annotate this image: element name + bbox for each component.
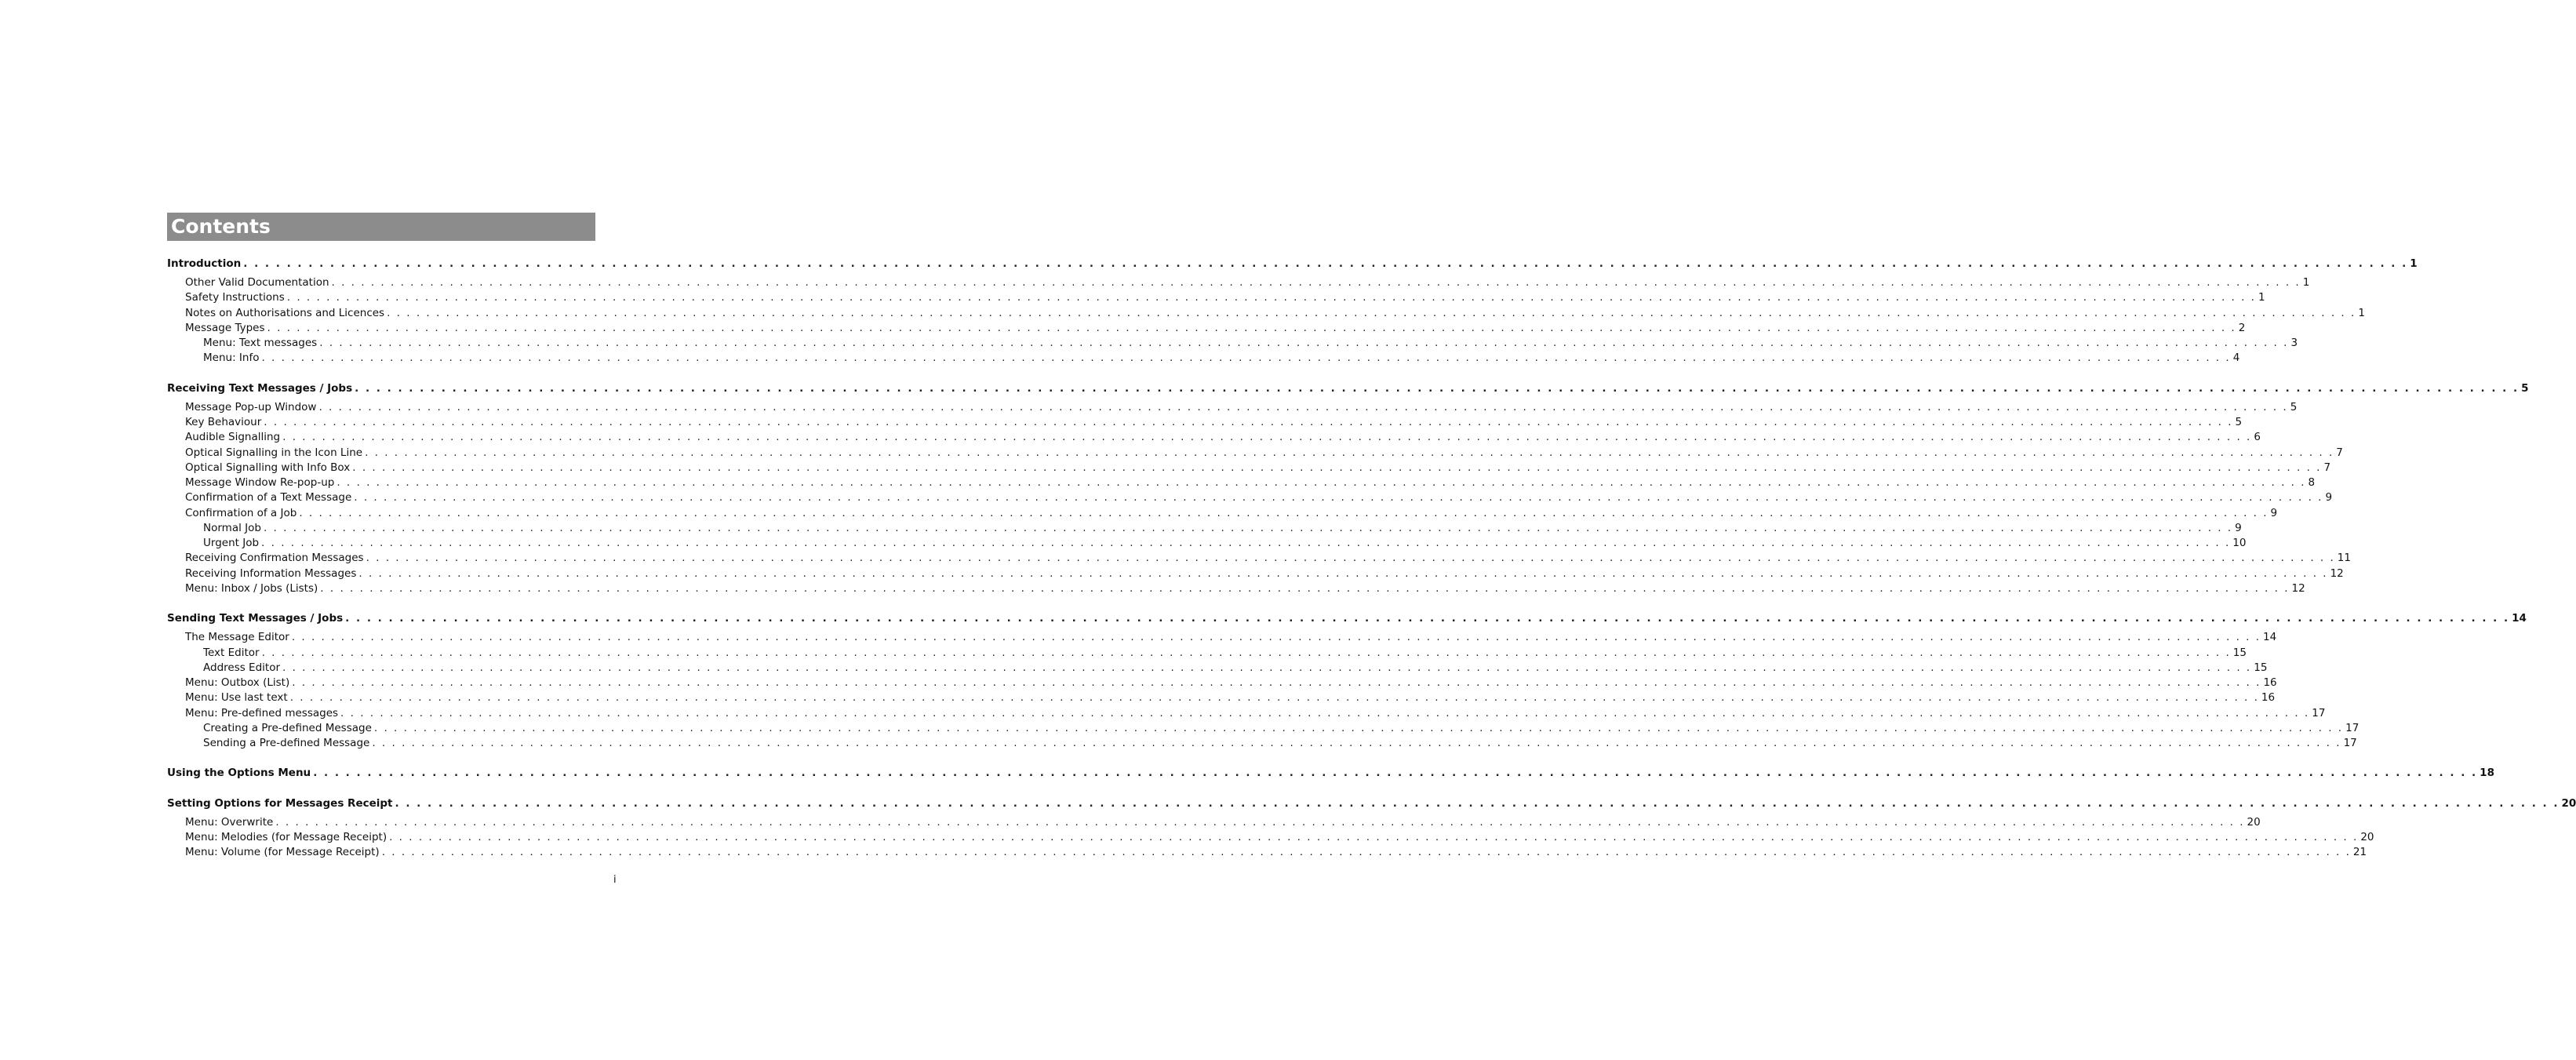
toc-entry-page: 20 [2247,816,2261,829]
toc-entry-page: 17 [2345,722,2360,734]
toc-leader-dots: . . . . . . . . . . . . . . . . . . . . . . . . . . . . . . . . . . . . . . . . . . . . . . . . . . . . . . . . . . . . . . . . . . . . . . . . . . . . . . . . . . . . . . . . . . . . . . . . . . . . . . . . . . . . . . . . . . . . . . . . . . . . . . . . . . . . . . . . . . . . . . . . . . . . . . . . . . . . . . . . . . . . . . . . . . . . . . . . . . . . . . . . . . . . . . . . . . . . . . . . [345,612,2510,625]
toc-leader-dots: . . . . . . . . . . . . . . . . . . . . . . . . . . . . . . . . . . . . . . . . . . . . . . . . . . . . . . . . . . . . . . . . . . . . . . . . . . . . . . . . . . . . . . . . . . . . . . . . . . . . . . . . . . . . . . . . . . . . . . . . . . . . . . . . . . . . . . . . . . . . . . . . . . . . . . . . . . . . . . . . . . . . . . . . . . . . . . . . . . . . . . . . . . . . . . . . . . . . . . . . [395,797,2560,810]
toc-entry[interactable] [167,351,2240,365]
toc-leader-dots: . . . . . . . . . . . . . . . . . . . . . . . . . . . . . . . . . . . . . . . . . . . . . . . . . . . . . . . . . . . . . . . . . . . . . . . . . . . . . . . . . . . . . . . . . . . . . . . . . . . . . . . . . . . . . . . . . . . . . . . . . . . . . . . . . . . . . . . . . . . . . . . . . . . . . . . . . . . . . . . . . . . . . . . . . . . . . . . . . . . . . . . . . . . . . . . . . . . . . . . . [313,767,2478,779]
toc-entry-page: 7 [2336,446,2343,459]
toc-entry[interactable] [167,475,2316,490]
toc-entry[interactable] [167,415,2243,429]
toc-leader-dots: . . . . . . . . . . . . . . . . . . . . . . . . . . . . . . . . . . . . . . . . . . . . . . . . . . . . . . . . . . . . . . . . . . . . . . . . . . . . . . . . . . . . . . . . . . . . . . . . . . . . . . . . . . . . . . . . . . . . . . . . . . . . . . . . . . . . . . . . . . . . . . . . . . . . . . . . . . . . . . . . . . . . . . . . . . . . . . . . . . . . . . . . . . . . . . . . . . . . . . . . [320,582,2290,595]
toc-entry-page: 7 [2323,461,2331,474]
toc-entry-title: Message Window Re-pop-up [185,476,335,489]
toc-entry[interactable] [167,275,2310,290]
toc-leader-dots: . . . . . . . . . . . . . . . . . . . . . . . . . . . . . . . . . . . . . . . . . . . . . . . . . . . . . . . . . . . . . . . . . . . . . . . . . . . . . . . . . . . . . . . . . . . . . . . . . . . . . . . . . . . . . . . . . . . . . . . . . . . . . . . . . . . . . . . . . . . . . . . . . . . . . . . . . . . . . . . . . . . . . . . . . . . . . . . . . . . . . . . . . . . . . . . . . . . . . . . . [289,691,2259,704]
toc-entry-title: Optical Signalling with Info Box [185,461,351,474]
toc-entry-title: Optical Signalling in the Icon Line [185,446,363,459]
toc-entry-title: Menu: Inbox / Jobs (Lists) [185,582,318,595]
toc-entry-page: 8 [2308,476,2316,489]
toc-entry-page: 5 [2521,382,2529,395]
toc-entry-page: 11 [2337,552,2351,564]
toc-leader-dots: . . . . . . . . . . . . . . . . . . . . . . . . . . . . . . . . . . . . . . . . . . . . . . . . . . . . . . . . . . . . . . . . . . . . . . . . . . . . . . . . . . . . . . . . . . . . . . . . . . . . . . . . . . . . . . . . . . . . . . . . . . . . . . . . . . . . . . . . . . . . . . . . . . . . . . . . . . . . . . . . . . . . . . . . . . . . . . . . . . . . . . . . . . . . . . . . . . . . . . . . [340,707,2310,719]
toc-entry[interactable] [167,706,2326,720]
toc-entry-title: Urgent Job [203,537,260,549]
toc-entry-title: Menu: Text messages [203,337,318,349]
toc-entry-title: Menu: Use last text [185,691,288,704]
toc-leader-dots: . . . . . . . . . . . . . . . . . . . . . . . . . . . . . . . . . . . . . . . . . . . . . . . . . . . . . . . . . . . . . . . . . . . . . . . . . . . . . . . . . . . . . . . . . . . . . . . . . . . . . . . . . . . . . . . . . . . . . . . . . . . . . . . . . . . . . . . . . . . . . . . . . . . . . . . . . . . . . . . . . . . . . . . . . . . . . . . . . . . . . . . . . . . . . . . . . . . . . . . . [354,491,2323,504]
toc-entry[interactable] [167,290,2265,304]
toc-entry-title: Message Types [185,322,265,334]
toc-entry-title: Safety Instructions [185,291,285,304]
toc-entry-page: 9 [2270,507,2278,519]
toc-entry[interactable] [167,736,2357,750]
toc-entry[interactable] [167,766,2494,780]
toc-entry-page: 10 [2232,537,2247,549]
toc-leader-dots: . . . . . . . . . . . . . . . . . . . . . . . . . . . . . . . . . . . . . . . . . . . . . . . . . . . . . . . . . . . . . . . . . . . . . . . . . . . . . . . . . . . . . . . . . . . . . . . . . . . . . . . . . . . . . . . . . . . . . . . . . . . . . . . . . . . . . . . . . . . . . . . . . . . . . . . . . . . . . . . . . . . . . . . . . . . . . . . . . . . . . . . . . . . . . . . . . . . . . . . . [292,676,2261,689]
toc-leader-dots: . . . . . . . . . . . . . . . . . . . . . . . . . . . . . . . . . . . . . . . . . . . . . . . . . . . . . . . . . . . . . . . . . . . . . . . . . . . . . . . . . . . . . . . . . . . . . . . . . . . . . . . . . . . . . . . . . . . . . . . . . . . . . . . . . . . . . . . . . . . . . . . . . . . . . . . . . . . . . . . . . . . . . . . . . . . . . . . . . . . . . . . . . . . . . . . . . . . . . . . . [358,567,2328,580]
toc-entry-page: 20 [2561,797,2576,810]
toc-entry-page: 1 [2410,257,2418,270]
toc-leader-dots: . . . . . . . . . . . . . . . . . . . . . . . . . . . . . . . . . . . . . . . . . . . . . . . . . . . . . . . . . . . . . . . . . . . . . . . . . . . . . . . . . . . . . . . . . . . . . . . . . . . . . . . . . . . . . . . . . . . . . . . . . . . . . . . . . . . . . . . . . . . . . . . . . . . . . . . . . . . . . . . . . . . . . . . . . . . . . . . . . . . . . . . . . . . . . . . . . . . . . . . . [261,352,2231,364]
toc-entry-page: 15 [2232,647,2247,659]
toc-leader-dots: . . . . . . . . . . . . . . . . . . . . . . . . . . . . . . . . . . . . . . . . . . . . . . . . . . . . . . . . . . . . . . . . . . . . . . . . . . . . . . . . . . . . . . . . . . . . . . . . . . . . . . . . . . . . . . . . . . . . . . . . . . . . . . . . . . . . . . . . . . . . . . . . . . . . . . . . . . . . . . . . . . . . . . . . . . . . . . . . . . . . . . . . . . . . . . . . . . . . . . . . [286,291,2256,304]
toc-entry[interactable] [167,430,2261,444]
toc-entry[interactable] [167,490,2333,505]
toc-entry-page: 5 [2290,401,2298,413]
toc-entry[interactable] [167,845,2367,859]
toc-leader-dots: . . . . . . . . . . . . . . . . . . . . . . . . . . . . . . . . . . . . . . . . . . . . . . . . . . . . . . . . . . . . . . . . . . . . . . . . . . . . . . . . . . . . . . . . . . . . . . . . . . . . . . . . . . . . . . . . . . . . . . . . . . . . . . . . . . . . . . . . . . . . . . . . . . . . . . . . . . . . . . . . . . . . . . . . . . . . . . . . . . . . . . . . . . . . . . . . . . . . . . . . [263,522,2233,534]
page-number: i [613,874,617,886]
toc-entry-title: Other Valid Documentation [185,276,329,289]
toc-entry-title: Receiving Information Messages [185,567,357,580]
toc-entry-title: Menu: Overwrite [185,816,274,829]
toc-entry-title: Menu: Pre-defined messages [185,707,339,719]
toc-leader-dots: . . . . . . . . . . . . . . . . . . . . . . . . . . . . . . . . . . . . . . . . . . . . . . . . . . . . . . . . . . . . . . . . . . . . . . . . . . . . . . . . . . . . . . . . . . . . . . . . . . . . . . . . . . . . . . . . . . . . . . . . . . . . . . . . . . . . . . . . . . . . . . . . . . . . . . . . . . . . . . . . . . . . . . . . . . . . . . . . . . . . . . . . . . . . . . . . . . . . . . . . [282,661,2252,674]
toc-leader-dots: . . . . . . . . . . . . . . . . . . . . . . . . . . . . . . . . . . . . . . . . . . . . . . . . . . . . . . . . . . . . . . . . . . . . . . . . . . . . . . . . . . . . . . . . . . . . . . . . . . . . . . . . . . . . . . . . . . . . . . . . . . . . . . . . . . . . . . . . . . . . . . . . . . . . . . . . . . . . . . . . . . . . . . . . . . . . . . . . . . . . . . . . . . . . . . . . . . . . . . . . [264,416,2233,428]
toc-entry-page: 14 [2512,612,2527,625]
toc-leader-dots: . . . . . . . . . . . . . . . . . . . . . . . . . . . . . . . . . . . . . . . . . . . . . . . . . . . . . . . . . . . . . . . . . . . . . . . . . . . . . . . . . . . . . . . . . . . . . . . . . . . . . . . . . . . . . . . . . . . . . . . . . . . . . . . . . . . . . . . . . . . . . . . . . . . . . . . . . . . . . . . . . . . . . . . . . . . . . . . . . . . . . . . . . . . . . . . . . . . . . . . . [337,476,2306,489]
toc-entry-page: 18 [2480,767,2494,779]
toc-leader-dots: . . . . . . . . . . . . . . . . . . . . . . . . . . . . . . . . . . . . . . . . . . . . . . . . . . . . . . . . . . . . . . . . . . . . . . . . . . . . . . . . . . . . . . . . . . . . . . . . . . . . . . . . . . . . . . . . . . . . . . . . . . . . . . . . . . . . . . . . . . . . . . . . . . . . . . . . . . . . . . . . . . . . . . . . . . . . . . . . . . . . . . . . . . . . . . . . . . . . . . . . [261,647,2231,659]
toc-entry-title: Audible Signalling [185,431,281,443]
toc-entry-page: 5 [2235,416,2243,428]
toc-entry-title: Sending Text Messages / Jobs [167,612,344,625]
toc-entry-page: 17 [2312,707,2326,719]
toc-entry[interactable] [167,830,2374,844]
toc-entry[interactable] [167,721,2360,735]
toc-entry-page: 1 [2358,307,2365,319]
toc-leader-dots: . . . . . . . . . . . . . . . . . . . . . . . . . . . . . . . . . . . . . . . . . . . . . . . . . . . . . . . . . . . . . . . . . . . . . . . . . . . . . . . . . . . . . . . . . . . . . . . . . . . . . . . . . . . . . . . . . . . . . . . . . . . . . . . . . . . . . . . . . . . . . . . . . . . . . . . . . . . . . . . . . . . . . . . . . . . . . . . . . . . . . . . . . . . . . . . . . . . . . . . . [366,552,2335,564]
toc-entry[interactable] [167,536,2247,550]
toc-leader-dots: . . . . . . . . . . . . . . . . . . . . . . . . . . . . . . . . . . . . . . . . . . . . . . . . . . . . . . . . . . . . . . . . . . . . . . . . . . . . . . . . . . . . . . . . . . . . . . . . . . . . . . . . . . . . . . . . . . . . . . . . . . . . . . . . . . . . . . . . . . . . . . . . . . . . . . . . . . . . . . . . . . . . . . . . . . . . . . . . . . . . . . . . . . . . . . . . . . . . . . . . [267,322,2236,334]
toc-entry-page: 12 [2291,582,2305,595]
toc-entry[interactable] [167,690,2276,705]
toc-entry-page: 14 [2263,631,2277,643]
toc-entry[interactable] [167,400,2298,414]
toc-entry[interactable] [167,581,2305,596]
toc-entry[interactable] [167,446,2343,460]
toc-entry[interactable] [167,461,2331,475]
toc-entry-page: 17 [2343,737,2357,749]
toc-entry[interactable] [167,257,2418,271]
toc-entry-page: 12 [2330,567,2344,580]
toc-entry[interactable] [167,661,2268,675]
toc-leader-dots: . . . . . . . . . . . . . . . . . . . . . . . . . . . . . . . . . . . . . . . . . . . . . . . . . . . . . . . . . . . . . . . . . . . . . . . . . . . . . . . . . . . . . . . . . . . . . . . . . . . . . . . . . . . . . . . . . . . . . . . . . . . . . . . . . . . . . . . . . . . . . . . . . . . . . . . . . . . . . . . . . . . . . . . . . . . . . . . . . . . . . . . . . . . . . . . . . . . . . . . . [261,537,2231,549]
toc-leader-dots: . . . . . . . . . . . . . . . . . . . . . . . . . . . . . . . . . . . . . . . . . . . . . . . . . . . . . . . . . . . . . . . . . . . . . . . . . . . . . . . . . . . . . . . . . . . . . . . . . . . . . . . . . . . . . . . . . . . . . . . . . . . . . . . . . . . . . . . . . . . . . . . . . . . . . . . . . . . . . . . . . . . . . . . . . . . . . . . . . . . . . . . . . . . . . . . . . . . . . . . . [381,846,2351,858]
toc-entry[interactable] [167,506,2278,520]
toc-leader-dots: . . . . . . . . . . . . . . . . . . . . . . . . . . . . . . . . . . . . . . . . . . . . . . . . . . . . . . . . . . . . . . . . . . . . . . . . . . . . . . . . . . . . . . . . . . . . . . . . . . . . . . . . . . . . . . . . . . . . . . . . . . . . . . . . . . . . . . . . . . . . . . . . . . . . . . . . . . . . . . . . . . . . . . . . . . . . . . . . . . . . . . . . . . . . . . . . . . . . . . . . [275,816,2245,829]
toc-entry-title: Address Editor [203,661,281,674]
toc-leader-dots: . . . . . . . . . . . . . . . . . . . . . . . . . . . . . . . . . . . . . . . . . . . . . . . . . . . . . . . . . . . . . . . . . . . . . . . . . . . . . . . . . . . . . . . . . . . . . . . . . . . . . . . . . . . . . . . . . . . . . . . . . . . . . . . . . . . . . . . . . . . . . . . . . . . . . . . . . . . . . . . . . . . . . . . . . . . . . . . . . . . . . . . . . . . . . . . . . . . . . . . . [243,257,2408,270]
toc-leader-dots: . . . . . . . . . . . . . . . . . . . . . . . . . . . . . . . . . . . . . . . . . . . . . . . . . . . . . . . . . . . . . . . . . . . . . . . . . . . . . . . . . . . . . . . . . . . . . . . . . . . . . . . . . . . . . . . . . . . . . . . . . . . . . . . . . . . . . . . . . . . . . . . . . . . . . . . . . . . . . . . . . . . . . . . . . . . . . . . . . . . . . . . . . . . . . . . . . . . . . . . . [365,446,2334,459]
toc-entry[interactable] [167,336,2298,350]
toc-entry-title: Confirmation of a Text Message [185,491,352,504]
toc-entry[interactable] [167,676,2277,690]
toc-entry-page: 16 [2263,676,2277,689]
contents-header [167,213,595,241]
toc-entry-title: Menu: Melodies (for Message Receipt) [185,831,387,843]
toc-entry[interactable] [167,796,2576,810]
toc-leader-dots: . . . . . . . . . . . . . . . . . . . . . . . . . . . . . . . . . . . . . . . . . . . . . . . . . . . . . . . . . . . . . . . . . . . . . . . . . . . . . . . . . . . . . . . . . . . . . . . . . . . . . . . . . . . . . . . . . . . . . . . . . . . . . . . . . . . . . . . . . . . . . . . . . . . . . . . . . . . . . . . . . . . . . . . . . . . . . . . . . . . . . . . . . . . . . . . . . . . . . . . . [387,307,2356,319]
toc-entry-page: 1 [2258,291,2265,304]
toc-entry-page: 9 [2325,491,2333,504]
toc-entry-title: Receiving Confirmation Messages [185,552,364,564]
toc-entry-title: Message Pop-up Window [185,401,317,413]
toc-entry[interactable] [167,815,2261,829]
toc-entry-title: Using the Options Menu [167,767,311,779]
toc-leader-dots: . . . . . . . . . . . . . . . . . . . . . . . . . . . . . . . . . . . . . . . . . . . . . . . . . . . . . . . . . . . . . . . . . . . . . . . . . . . . . . . . . . . . . . . . . . . . . . . . . . . . . . . . . . . . . . . . . . . . . . . . . . . . . . . . . . . . . . . . . . . . . . . . . . . . . . . . . . . . . . . . . . . . . . . . . . . . . . . . . . . . . . . . . . . . . . . . . . . . . . . . [319,337,2289,349]
toc-entry-title: Setting Options for Messages Receipt [167,797,393,810]
toc-leader-dots: . . . . . . . . . . . . . . . . . . . . . . . . . . . . . . . . . . . . . . . . . . . . . . . . . . . . . . . . . . . . . . . . . . . . . . . . . . . . . . . . . . . . . . . . . . . . . . . . . . . . . . . . . . . . . . . . . . . . . . . . . . . . . . . . . . . . . . . . . . . . . . . . . . . . . . . . . . . . . . . . . . . . . . . . . . . . . . . . . . . . . . . . . . . . . . . . . . . . . . . . [318,401,2288,413]
toc-entry[interactable] [167,321,2246,335]
toc-entry-title: Normal Job [203,522,261,534]
toc-leader-dots: . . . . . . . . . . . . . . . . . . . . . . . . . . . . . . . . . . . . . . . . . . . . . . . . . . . . . . . . . . . . . . . . . . . . . . . . . . . . . . . . . . . . . . . . . . . . . . . . . . . . . . . . . . . . . . . . . . . . . . . . . . . . . . . . . . . . . . . . . . . . . . . . . . . . . . . . . . . . . . . . . . . . . . . . . . . . . . . . . . . . . . . . . . . . . . . . . . . . . . . . [299,507,2269,519]
toc-entry-title: Sending a Pre-defined Message [203,737,370,749]
toc-entry-page: 20 [2360,831,2374,843]
toc-entry-title: Key Behaviour [185,416,262,428]
toc-entry-title: Creating a Pre-defined Message [203,722,372,734]
toc-entry-title: Notes on Authorisations and Licences [185,307,385,319]
toc-entry-title: Confirmation of a Job [185,507,297,519]
toc-leader-dots: . . . . . . . . . . . . . . . . . . . . . . . . . . . . . . . . . . . . . . . . . . . . . . . . . . . . . . . . . . . . . . . . . . . . . . . . . . . . . . . . . . . . . . . . . . . . . . . . . . . . . . . . . . . . . . . . . . . . . . . . . . . . . . . . . . . . . . . . . . . . . . . . . . . . . . . . . . . . . . . . . . . . . . . . . . . . . . . . . . . . . . . . . . . . . . . . . . . . . . . . [352,461,2322,474]
toc-entry-title: Menu: Volume (for Message Receipt) [185,846,380,858]
toc-entry-title: The Message Editor [185,631,289,643]
toc-entry-page: 3 [2290,337,2298,349]
toc-entry-page: 6 [2254,431,2261,443]
toc-entry-page: 9 [2235,522,2242,534]
page-title: Contents [171,215,271,238]
toc-entry-page: 16 [2261,691,2276,704]
toc-leader-dots: . . . . . . . . . . . . . . . . . . . . . . . . . . . . . . . . . . . . . . . . . . . . . . . . . . . . . . . . . . . . . . . . . . . . . . . . . . . . . . . . . . . . . . . . . . . . . . . . . . . . . . . . . . . . . . . . . . . . . . . . . . . . . . . . . . . . . . . . . . . . . . . . . . . . . . . . . . . . . . . . . . . . . . . . . . . . . . . . . . . . . . . . . . . . . . . . . . . . . . . . [389,831,2359,843]
toc-entry-page: 1 [2302,276,2310,289]
toc-entry[interactable] [167,551,2351,565]
toc-leader-dots: . . . . . . . . . . . . . . . . . . . . . . . . . . . . . . . . . . . . . . . . . . . . . . . . . . . . . . . . . . . . . . . . . . . . . . . . . . . . . . . . . . . . . . . . . . . . . . . . . . . . . . . . . . . . . . . . . . . . . . . . . . . . . . . . . . . . . . . . . . . . . . . . . . . . . . . . . . . . . . . . . . . . . . . . . . . . . . . . . . . . . . . . . . . . . . . . . . . . . . . . [282,431,2252,443]
toc-leader-dots: . . . . . . . . . . . . . . . . . . . . . . . . . . . . . . . . . . . . . . . . . . . . . . . . . . . . . . . . . . . . . . . . . . . . . . . . . . . . . . . . . . . . . . . . . . . . . . . . . . . . . . . . . . . . . . . . . . . . . . . . . . . . . . . . . . . . . . . . . . . . . . . . . . . . . . . . . . . . . . . . . . . . . . . . . . . . . . . . . . . . . . . . . . . . . . . . . . . . . . . . [291,631,2261,643]
toc-leader-dots: . . . . . . . . . . . . . . . . . . . . . . . . . . . . . . . . . . . . . . . . . . . . . . . . . . . . . . . . . . . . . . . . . . . . . . . . . . . . . . . . . . . . . . . . . . . . . . . . . . . . . . . . . . . . . . . . . . . . . . . . . . . . . . . . . . . . . . . . . . . . . . . . . . . . . . . . . . . . . . . . . . . . . . . . . . . . . . . . . . . . . . . . . . . . . . . . . . . . . . . . [331,276,2301,289]
toc-leader-dots: . . . . . . . . . . . . . . . . . . . . . . . . . . . . . . . . . . . . . . . . . . . . . . . . . . . . . . . . . . . . . . . . . . . . . . . . . . . . . . . . . . . . . . . . . . . . . . . . . . . . . . . . . . . . . . . . . . . . . . . . . . . . . . . . . . . . . . . . . . . . . . . . . . . . . . . . . . . . . . . . . . . . . . . . . . . . . . . . . . . . . . . . . . . . . . . . . . . . . . . . [355,382,2520,395]
toc-entry[interactable] [167,611,2527,625]
toc-entry-title: Receiving Text Messages / Jobs [167,382,353,395]
toc-entry[interactable] [167,566,2344,581]
toc-entry-page: 15 [2254,661,2268,674]
toc-entry[interactable] [167,306,2365,320]
toc-leader-dots: . . . . . . . . . . . . . . . . . . . . . . . . . . . . . . . . . . . . . . . . . . . . . . . . . . . . . . . . . . . . . . . . . . . . . . . . . . . . . . . . . . . . . . . . . . . . . . . . . . . . . . . . . . . . . . . . . . . . . . . . . . . . . . . . . . . . . . . . . . . . . . . . . . . . . . . . . . . . . . . . . . . . . . . . . . . . . . . . . . . . . . . . . . . . . . . . . . . . . . . . [373,722,2344,734]
toc-entry-page: 4 [2232,352,2240,364]
toc-entry-title: Introduction [167,257,242,270]
toc-entry[interactable] [167,521,2242,535]
toc-entry[interactable] [167,381,2529,395]
toc-entry-title: Menu: Info [203,352,260,364]
toc-entry[interactable] [167,646,2247,660]
toc-entry-page: 21 [2352,846,2367,858]
toc-entry-title: Menu: Outbox (List) [185,676,290,689]
toc-entry-page: 2 [2238,322,2246,334]
toc-entry[interactable] [167,630,2277,644]
toc-entry-title: Text Editor [203,647,260,659]
toc-leader-dots: . . . . . . . . . . . . . . . . . . . . . . . . . . . . . . . . . . . . . . . . . . . . . . . . . . . . . . . . . . . . . . . . . . . . . . . . . . . . . . . . . . . . . . . . . . . . . . . . . . . . . . . . . . . . . . . . . . . . . . . . . . . . . . . . . . . . . . . . . . . . . . . . . . . . . . . . . . . . . . . . . . . . . . . . . . . . . . . . . . . . . . . . . . . . . . . . . . . . . . . . [372,737,2341,749]
